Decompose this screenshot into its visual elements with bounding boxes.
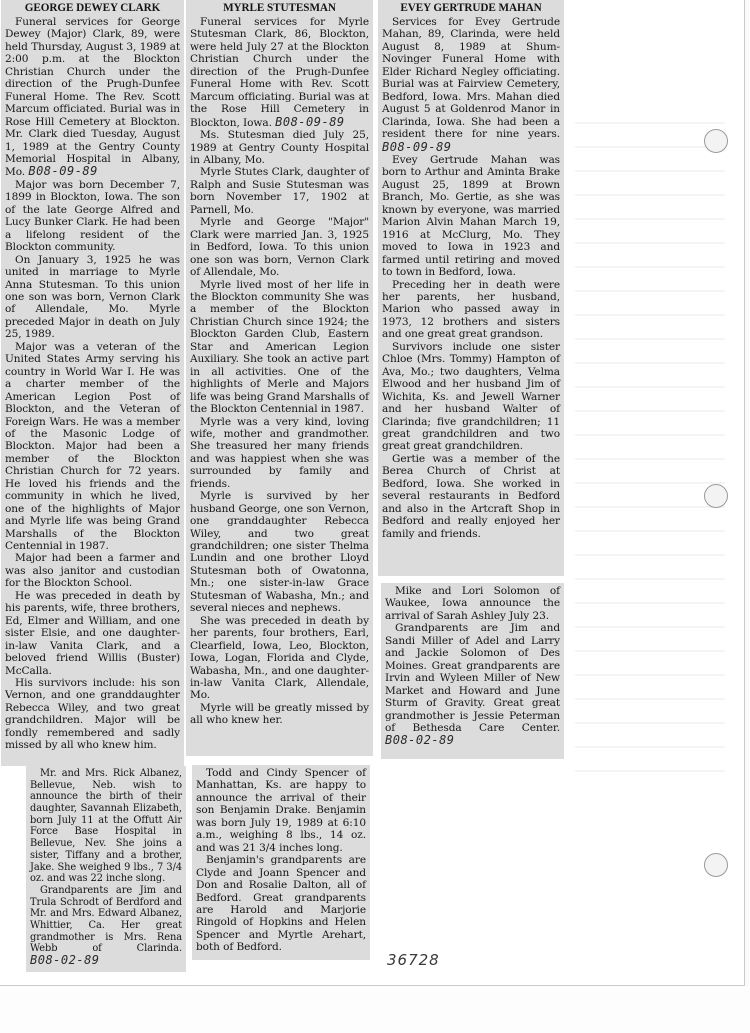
- date-stamp: B08-09-89: [28, 164, 98, 179]
- obituary-paragraph: Survivors include one sister Chloe (Mrs. Tommy) Hampton of Ava, Mo.; two daughters, Velma Elwood and her husband Jim of Wichita, Ks. and Jewell Warner and her husband Walter of Clarinda; five grandchildren; 11 great grandchildren and two great great grandchildren.: [382, 340, 560, 453]
- obituary-paragraph: Preceding her in death were her parents, her husband, Marion who passed away in 1973, 12 brothers and sisters and one great great grandson.: [382, 278, 560, 341]
- obituary-paragraph: Ms. Stutesman died July 25, 1989 at Gentry County Hospital in Albany, Mo.: [190, 129, 369, 166]
- date-stamp: B08-09-89: [382, 139, 452, 154]
- date-stamp: B08-09-89: [275, 114, 345, 129]
- obituary-paragraph: Funeral services for George Dewey (Major) Clark, 89, were held Thursday, August 3, 1989 at 2:00 p.m. at the Blockton Christian Church under the direction of the Prugh-Dunfee Funeral Home. The Rev. Scott Marcum officiated. Burial was in Rose Hill Cemetery at Blockton. Mr. Clark died Tuesday, August 1, 1989 at the Gentry County Memorial Hospital in Albany, Mo. B08-09-89: [5, 16, 180, 179]
- binder-hole-middle: [704, 484, 728, 508]
- birth-announcement-albanez: [26, 766, 186, 972]
- obituary-paragraph: His survivors include: his son Vernon, and one granddaughter Rebecca Wiley, and two great grandchildren. Major will be fondly remembered and sadly missed by all who knew him.: [5, 677, 180, 752]
- obituary-paragraph: Major was a veteran of the United States Army serving his country in World War I. He was a charter member of the American Legion Post of Blockton, and the Veteran of Foreign Wars. He was a member of the Masonic Lodge of Blockton. Major had been a member of the Blockton Christian Church for 72 years. He loved his friends and the community in which he lived, one of the highlights of Major and Myrle life was being Grand Marshalls of the Blockton Centennial in 1987.: [5, 340, 180, 553]
- obituary-heading: GEORGE DEWEY CLARK: [24, 2, 161, 14]
- obituary-paragraph: Evey Gertrude Mahan was born to Arthur and Aminta Brake August 25, 1899 at Brown Branch, Mo. Gertie, as she was known by everyone, was married Marion Alvin Mahan March 19, 1916 at McClurg, Mo. They moved to Iowa in 1923 and farmed until retiring and moved to town in Bedford, Iowa.: [382, 153, 560, 279]
- obituary-evey-gertrude-mahan: [378, 0, 564, 576]
- announcement-paragraph: Grandparents are Jim and Sandi Miller of Adel and Larry and Jackie Solomon of Des Moines. Great grandparents are Irvin and Wyleen Miller of New Market and Howard and June Sturm of Gravity. Great great grandmother is Jessie Peterman of Bethesda Care Center. B08-02-89: [385, 622, 560, 748]
- obituary-paragraph: Gertie was a member of the Berea Church of Christ at Bedford, Iowa. She worked in several restaurants in Bedford and also in the Artcraft Shop in Bedford and really enjoyed her family and friends.: [382, 452, 560, 540]
- obituary-paragraph: He was preceded in death by his parents, wife, three brothers, Ed, Elmer and William, and one sister Elsie, and one daughter-in-law Vanita Clark, and a beloved friend Willis (Buster) McCalla.: [5, 589, 180, 677]
- scan-margin: [0, 986, 750, 1033]
- obituary-george-dewey-clark: [1, 0, 184, 766]
- obituary-heading: EVEY GERTRUDE MAHAN: [400, 2, 542, 14]
- obituary-paragraph: She was preceded in death by her parents, four brothers, Earl, Clearfield, Iowa, Leo, Blockton, Iowa, Logan, Florida and Clyde, Wabasha, Mn., and one daughter-in-law Vanita Clark, Allendale, Mo.: [190, 614, 369, 702]
- obituary-paragraph: On January 3, 1925 he was united in marriage to Myrle Anna Stutesman. To this union one son was born, Vernon Clark of Allendale, Mo. Myrle preceded Major in death on July 25, 1989.: [5, 253, 180, 341]
- obituary-heading: MYRLE STUTESMAN: [223, 2, 336, 14]
- announcement-paragraph: Grandparents are Jim and Trula Schrodt of Berdford and Mr. and Mrs. Edward Albanez, Whittier, Ca. Her great grandmother is Mrs. Rena Webb of Clarinda. B08-02-89: [30, 884, 182, 967]
- obituary-paragraph: Funeral services for Myrle Stutesman Clark, 86, Blockton, were held July 27 at the Blockton Christian Church under the direction of the Prugh-Dunfee Funeral Home with Rev. Scott Marcum officiating. Burial was at the Rose Hill Cemetery in Blockton, Iowa. B08-09-89: [190, 16, 369, 129]
- birth-announcement-spencer: [192, 765, 370, 960]
- announcement-paragraph: Mike and Lori Solomon of Waukee, Iowa announce the arrival of Sarah Ashley July 23.: [385, 585, 560, 622]
- obituary-paragraph: Myrle lived most of her life in the Blockton community She was a member of the Blockton Christian Church since 1924; the Blockton Garden Club, Eastern Star and American Legion Auxiliary. She took an active part in all activities. One of the highlights of Merle and Majors life was being Grand Marshalls of the Blockton Centennial in 1987.: [190, 278, 369, 416]
- announcement-paragraph: Todd and Cindy Spencer of Manhattan, Ks. are happy to announce the arrival of their son Benjamin Drake. Benjamin was born July 19, 1989 at 6:10 a.m., weighing 8 lbs., 14 oz. and was 21 3/4 inches long.: [196, 767, 366, 854]
- date-stamp: B08-02-89: [385, 733, 455, 748]
- page-number: 36728: [387, 951, 440, 969]
- obituary-paragraph: Services for Evey Gertrude Mahan, 89, Clarinda, were held August 8, 1989 at Shum-Novinger Funeral Home with Elder Richard Negley officiating. Burial was at Fairview Cemetery, Bedford, Iowa. Mrs. Mahan died August 5 at Goldenrod Manor in Clarinda, Iowa. She had been a resident there for nine years. B08-09-89: [382, 16, 560, 154]
- birth-announcement-solomon: [381, 583, 564, 759]
- obituary-paragraph: Myrle is survived by her husband George, one son Vernon, one granddaughter Rebecca Wiley, and two great grandchildren; one sister Thelma Lundin and one brother Lloyd Stutesman both of Owatonna, Mn.; one sister-in-law Grace Stutesman of Wabasha, Mn.; and several nieces and nephews.: [190, 490, 369, 615]
- announcement-paragraph: Mr. and Mrs. Rick Albanez, Bellevue, Neb. wish to announce the birth of their daughter, Savannah Elizabeth, born July 11 at the Offutt Air Force Base Hospital in Bellevue, Nev. She joins a sister, Tiffany and a brother, Jake. She weighed 9 lbs., 7 3/4 oz. and was 22 inche slong.: [30, 768, 182, 885]
- binder-hole-bottom: [704, 853, 728, 877]
- obituary-paragraph: Major was born December 7, 1899 in Blockton, Iowa. The son of the late George Alfred and Lucy Bunker Clark. He had been a lifelong resident of the Blockton community.: [5, 178, 180, 254]
- obituary-paragraph: Myrle will be greatly missed by all who knew her.: [190, 701, 369, 727]
- bleed-through-text: [575, 100, 725, 780]
- obituary-myrle-stutesman: [186, 0, 373, 756]
- announcement-paragraph: Benjamin's grandparents are Clyde and Joann Spencer and Don and Rosalie Dalton, all of Bedford. Great grandparents are Harold and Marjorie Ringold of Hopkins and Helen Spencer and Myrtle Arehart, both of Bedford.: [196, 854, 366, 954]
- obituary-paragraph: Myrle was a very kind, loving wife, mother and grandmother. She treasured her many friends and was happiest when she was surrounded by family and friends.: [190, 415, 369, 490]
- obituary-paragraph: Myrle and George "Major" Clark were married Jan. 3, 1925 in Bedford, Iowa. To this union one son was born, Vernon Clark of Allendale, Mo.: [190, 216, 369, 279]
- binder-hole-top: [704, 129, 728, 153]
- obituary-paragraph: Major had been a farmer and was also janitor and custodian for the Blockton School.: [5, 552, 180, 590]
- obituary-paragraph: Myrle Stutes Clark, daughter of Ralph and Susie Stutesman was born November 17, 1902 at Parnell, Mo.: [190, 166, 369, 216]
- date-stamp: B08-02-89: [30, 953, 100, 967]
